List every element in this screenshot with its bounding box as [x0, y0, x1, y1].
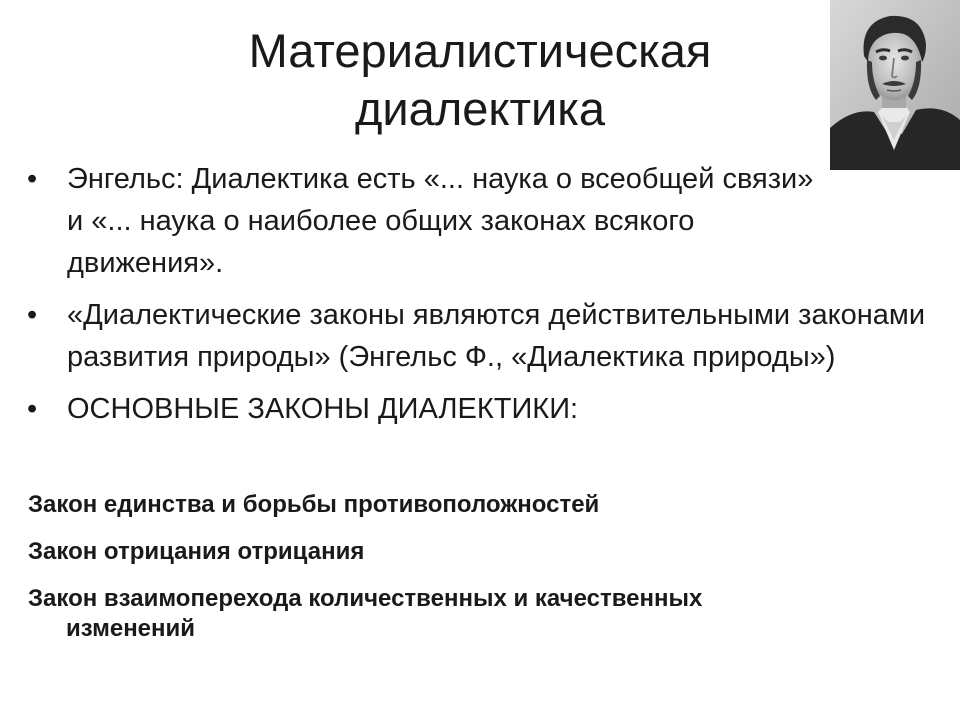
law-item-negation-of-negation [28, 537, 928, 567]
law-text: Закон отрицания отрицания [28, 538, 365, 565]
bullet-text: «Диалектические законы являются действительными законами развития природы» (Энгельс Ф., «Диалектика природы») [67, 299, 926, 373]
bullet-text: ОСНОВНЫЕ ЗАКОНЫ ДИАЛЕКТИКИ: [67, 393, 579, 425]
law-text-line-1: Закон взаимоперехода количественных и качественных [28, 585, 703, 612]
bullet-text: Энгельс: Диалектика есть «... наука о всеобщей связи» и «... наука о наиболее общих законах всякого движения». [67, 163, 814, 279]
title-line-2: диалектика [355, 82, 605, 135]
bullet-marker: • [27, 299, 38, 331]
laws-list [28, 490, 928, 661]
portrait-image [830, 0, 960, 170]
bullet-marker: • [27, 163, 38, 195]
bullet-item-dialectical-laws-quote [0, 294, 960, 378]
portrait-drawing [830, 0, 960, 170]
bullet-marker: • [27, 393, 38, 425]
law-item-quantity-quality [28, 584, 928, 644]
title-line-1: Материалистическая [248, 24, 712, 77]
law-text: Закон единства и борьбы противоположностей [28, 491, 600, 518]
bullet-item-main-laws-heading [0, 388, 960, 430]
slide-title [150, 22, 810, 138]
bullet-list [0, 158, 960, 440]
law-text-line-2: изменений [66, 615, 196, 642]
law-item-unity-of-opposites [28, 490, 928, 520]
bullet-item-engels-definition [0, 158, 960, 284]
